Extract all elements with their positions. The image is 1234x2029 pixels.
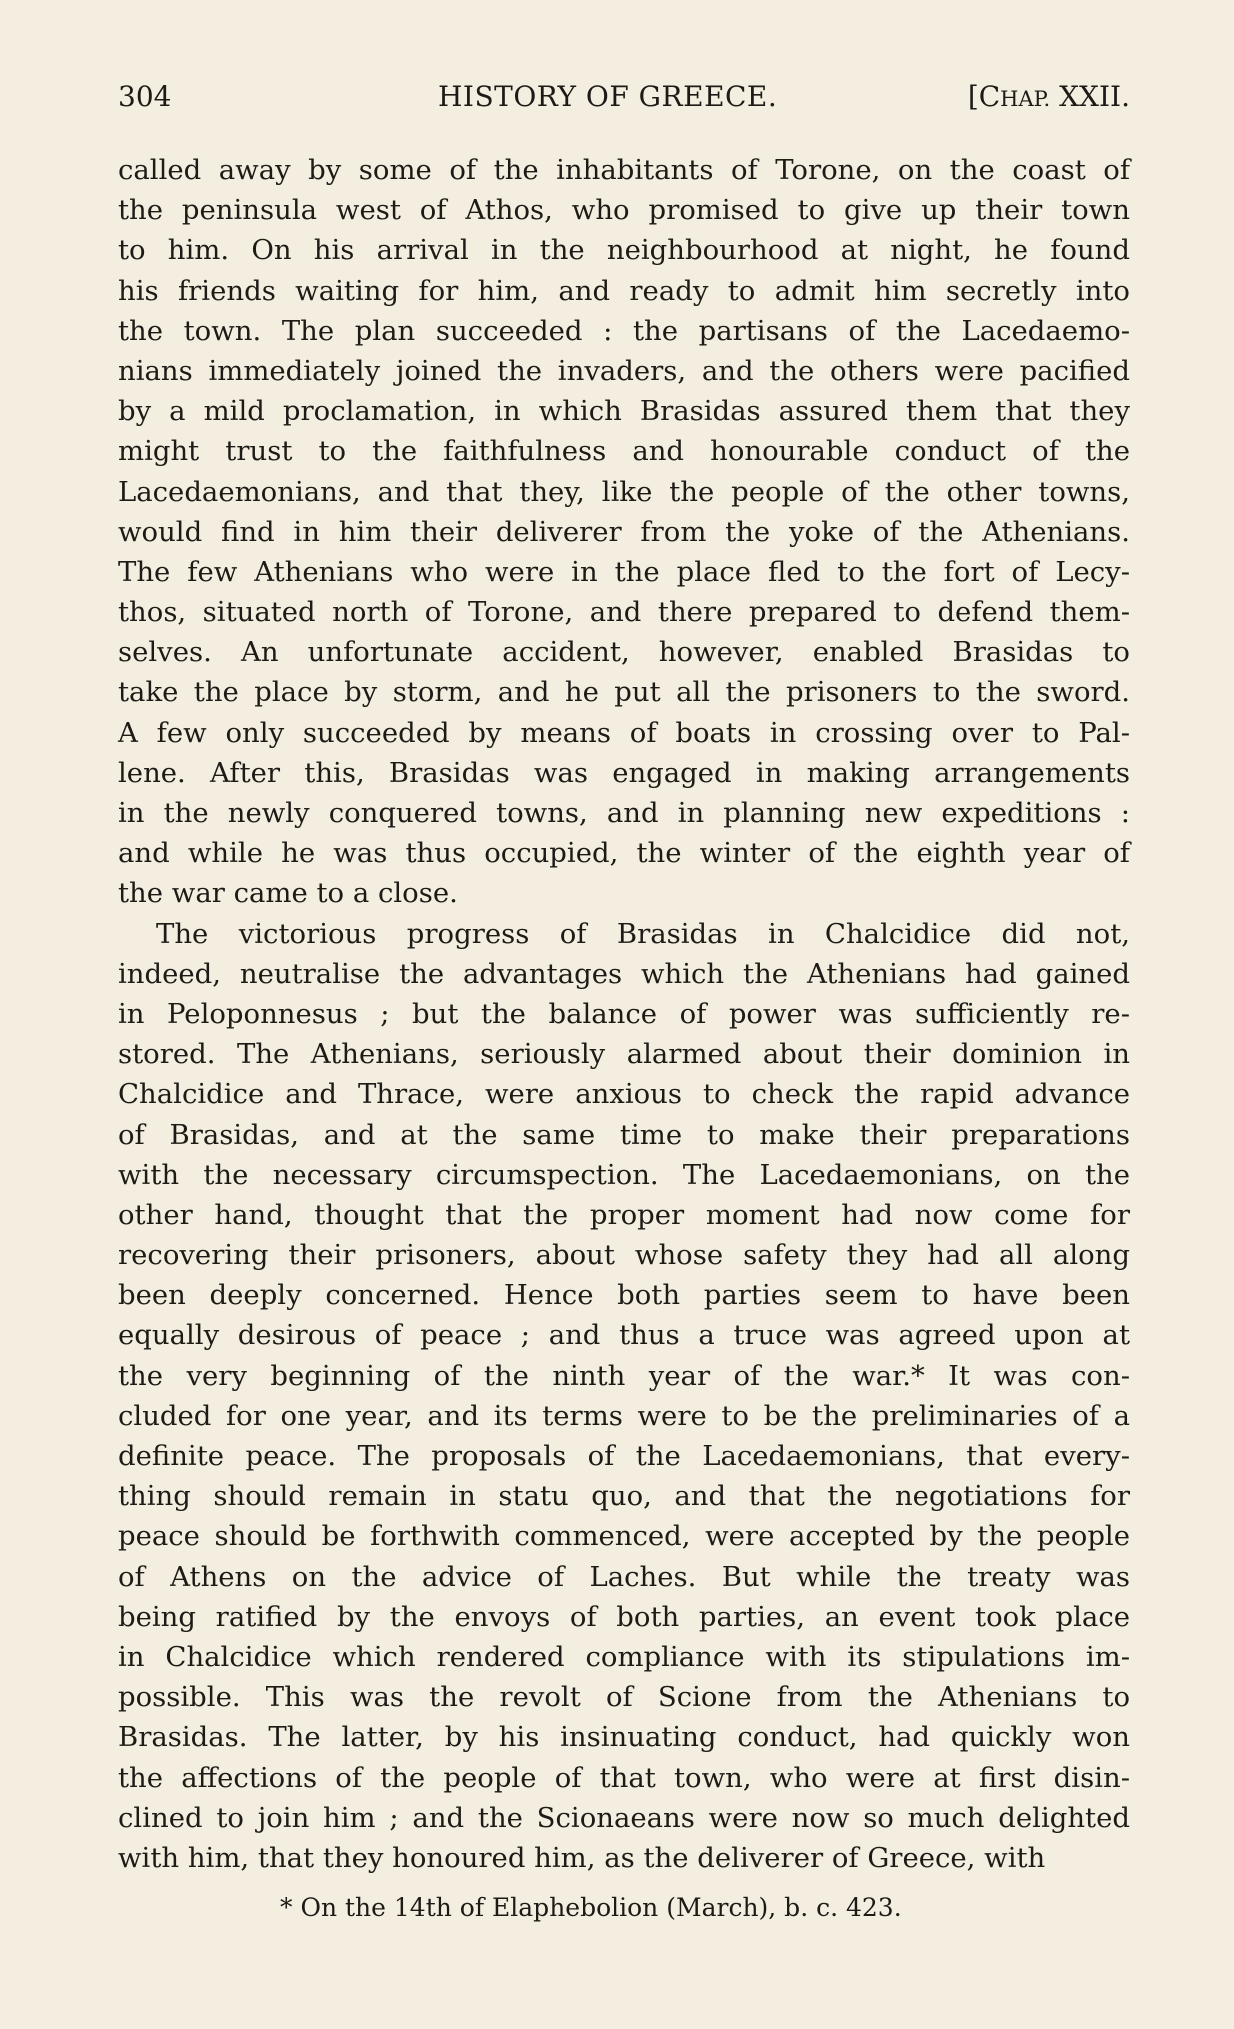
text-line: Brasidas. The latter, by his insinuating conduct, had quickly won [118, 1721, 1130, 1754]
text-line: to him. On his arrival in the neighbourhood at night, he found [118, 234, 1130, 267]
text-line: and while he was thus occupied, the winter of the eighth year of [118, 837, 1130, 870]
text-line: cluded for one year, and its terms were to be the preliminaries of a [118, 1399, 1130, 1432]
text-line: with him, that they honoured him, as the deliverer of Greece, with [118, 1841, 1046, 1874]
text-line: called away by some of the inhabitants of Torone, on the coast of [118, 154, 1130, 186]
text-line: the peninsula west of Athos, who promised to give up their town [118, 194, 1130, 227]
chapter-label [968, 80, 1130, 113]
text-line: indeed, neutralise the advantages which the Athenians had gained [118, 957, 1130, 990]
text-line: definite peace. The proposals of the Lacedaemonians, that every- [118, 1440, 1130, 1472]
text-line: take the place by storm, and he put all the prisoners to the sword. [118, 676, 1130, 709]
text-line: The few Athenians who were in the place fled to the fort of Lecy- [118, 555, 1130, 588]
text-line: in the newly conquered towns, and in planning new expeditions : [118, 797, 1130, 829]
text-line: in Peloponnesus ; but the balance of power was sufficiently re- [118, 997, 1130, 1030]
text-line: the town. The plan succeeded : the partisans of the Lacedaemo- [118, 314, 1130, 347]
text-line: of Athens on the advice of Laches. But while the treaty was [118, 1560, 1130, 1593]
text-line: with the necessary circumspection. The Lacedaemonians, on the [118, 1158, 1130, 1191]
text-line: equally desirous of peace ; and thus a truce was agreed upon at [118, 1319, 1130, 1352]
text-line: of Brasidas, and at the same time to make their preparations [118, 1118, 1130, 1151]
text-line: clined to join him ; and the Scionaeans were now so much delighted [118, 1801, 1130, 1834]
text-line: Lacedaemonians, and that they, like the people of the other towns, [118, 475, 1130, 508]
text-line: nians immediately joined the invaders, and the others were pacified [118, 354, 1130, 387]
text-line: stored. The Athenians, seriously alarmed about their dominion in [118, 1038, 1130, 1071]
text-line: recovering their prisoners, about whose safety they had all along [118, 1239, 1130, 1272]
text-line: A few only succeeded by means of boats in crossing over to Pal- [118, 716, 1130, 749]
text-line: the war came to a close. [118, 877, 458, 910]
text-line: lene. After this, Brasidas was engaged in making arrangements [118, 756, 1130, 789]
text-line: thing should remain in statu quo, and that the negotiations for [118, 1480, 1130, 1513]
text-line: Chalcidice and Thrace, were anxious to check the rapid advance [118, 1078, 1130, 1111]
chapter-number: XXII. [1059, 80, 1130, 113]
chapter-bracket: [C [967, 80, 1001, 113]
text-line: would find in him their deliverer from the yoke of the Athenians. [118, 515, 1130, 548]
text-line: the very beginning of the ninth year of the war.* It was con- [118, 1359, 1130, 1392]
text-line: the affections of the people of that town, who were at first disin- [118, 1761, 1130, 1794]
footnote: * On the 14th of Elaphebolion (March), b. c. 423. [280, 1893, 902, 1922]
page-header [118, 80, 1130, 120]
text-line: by a mild proclamation, in which Brasidas assured them that they [118, 395, 1130, 428]
text-line: peace should be forthwith commenced, were accepted by the people [118, 1520, 1130, 1553]
text-line: possible. This was the revolt of Scione from the Athenians to [118, 1681, 1130, 1714]
text-line: might trust to the faithfulness and honourable conduct of the [118, 435, 1130, 468]
text-line: other hand, thought that the proper moment had now come for [118, 1198, 1130, 1231]
text-line: his friends waiting for him, and ready to admit him secretly into [118, 274, 1130, 307]
text-line: been deeply concerned. Hence both parties seem to have been [118, 1279, 1130, 1312]
body-text [118, 150, 1130, 1878]
text-line: in Chalcidice which rendered compliance with its stipulations im- [118, 1640, 1130, 1673]
page-number: 304 [118, 80, 172, 113]
text-line: The victorious progress of Brasidas in Chalcidice did not, [156, 917, 1130, 950]
text-line: being ratified by the envoys of both parties, an event took place [118, 1600, 1130, 1633]
text-line: selves. An unfortunate accident, however, enabled Brasidas to [118, 636, 1130, 669]
text-line: thos, situated north of Torone, and there prepared to defend them- [118, 596, 1130, 629]
chapter-small-caps: HAP. [1000, 87, 1051, 111]
running-title: HISTORY OF GREECE. [438, 80, 778, 113]
